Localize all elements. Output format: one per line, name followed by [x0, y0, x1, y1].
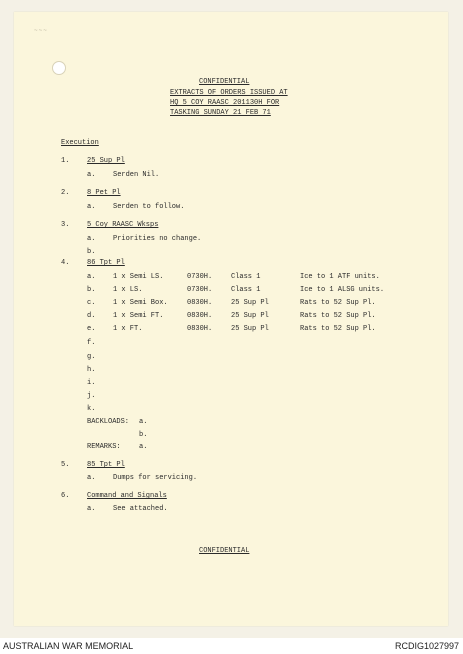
task-time: 0830H.	[187, 299, 213, 307]
task-letter: a.	[87, 273, 96, 281]
task-vehicle: 1 x LS.	[113, 286, 143, 294]
item-heading: 25 Sup Pl	[87, 157, 125, 165]
task-class: 25 Sup Pl	[231, 312, 269, 320]
task-destination: Rats to 52 Sup Pl.	[300, 312, 376, 320]
item-heading: 5 Coy RAASC Wksps	[87, 221, 159, 229]
task-vehicle: 1 x Semi FT.	[113, 312, 164, 320]
backloads-b: b.	[139, 431, 148, 439]
punch-hole	[52, 61, 66, 75]
task-class: 25 Sup Pl	[231, 325, 269, 333]
task-time: 0830H.	[187, 325, 213, 333]
backloads-a: a.	[139, 418, 148, 426]
empty-letter: k.	[87, 405, 96, 413]
classification-header: CONFIDENTIAL	[199, 78, 250, 86]
task-time: 0830H.	[187, 312, 213, 320]
task-vehicle: 1 x Semi LS.	[113, 273, 164, 281]
sub-item-text: Serden Nil.	[113, 171, 160, 179]
sub-item-letter: a.	[87, 171, 96, 179]
task-letter: b.	[87, 286, 96, 294]
archive-name: AUSTRALIAN WAR MEMORIAL	[3, 641, 134, 651]
remarks-label: REMARKS:	[87, 443, 121, 451]
task-time: 0730H.	[187, 286, 213, 294]
sub-item-text: Priorities no change.	[113, 235, 202, 243]
empty-letter: j.	[87, 392, 96, 400]
task-destination: Rats to 52 Sup Pl.	[300, 299, 376, 307]
item-heading: 86 Tpt Pl	[87, 259, 125, 267]
task-class: Class 1	[231, 286, 261, 294]
archive-footer	[0, 638, 463, 654]
pencil-mark: ~~~	[34, 27, 48, 34]
remarks-a: a.	[139, 443, 148, 451]
sub-item-letter: a.	[87, 235, 96, 243]
item-number: 5.	[61, 461, 70, 469]
item-number: 2.	[61, 189, 70, 197]
sub-item-letter: a.	[87, 505, 96, 513]
task-destination: Ice to 1 ALSG units.	[300, 286, 385, 294]
backloads-label: BACKLOADS:	[87, 418, 130, 426]
section-heading: Execution	[61, 139, 99, 147]
title-line-3: TASKING SUNDAY 21 FEB 71	[170, 109, 271, 117]
sub-item-text: See attached.	[113, 505, 168, 513]
task-time: 0730H.	[187, 273, 213, 281]
item-heading: 8 Pet Pl	[87, 189, 121, 197]
task-destination: Ice to 1 ATF units.	[300, 273, 380, 281]
task-class: 25 Sup Pl	[231, 299, 269, 307]
task-vehicle: 1 x FT.	[113, 325, 143, 333]
item-number: 4.	[61, 259, 70, 267]
archive-id: RCDIG1027997	[394, 641, 459, 651]
task-letter: c.	[87, 299, 96, 307]
sub-item-text: Serden to follow.	[113, 203, 185, 211]
item-number: 1.	[61, 157, 70, 165]
title-line-2: HQ 5 COY RAASC 201130H FOR	[170, 99, 280, 107]
empty-letter: f.	[87, 339, 96, 347]
sub-item-letter: a.	[87, 474, 96, 482]
sub-item-letter: a.	[87, 203, 96, 211]
item-number: 6.	[61, 492, 70, 500]
task-letter: d.	[87, 312, 96, 320]
task-class: Class 1	[231, 273, 261, 281]
title-line-1: EXTRACTS OF ORDERS ISSUED AT	[170, 89, 288, 97]
empty-letter: h.	[87, 366, 96, 374]
task-vehicle: 1 x Semi Box.	[113, 299, 168, 307]
item-heading: Command and Signals	[87, 492, 167, 500]
sub-item-letter: b.	[87, 248, 96, 256]
item-number: 3.	[61, 221, 70, 229]
task-letter: e.	[87, 325, 96, 333]
sub-item-text: Dumps for servicing.	[113, 474, 198, 482]
empty-letter: g.	[87, 353, 96, 361]
item-heading: 85 Tpt Pl	[87, 461, 125, 469]
classification-footer: CONFIDENTIAL	[199, 547, 250, 555]
task-destination: Rats to 52 Sup Pl.	[300, 325, 376, 333]
empty-letter: i.	[87, 379, 96, 387]
